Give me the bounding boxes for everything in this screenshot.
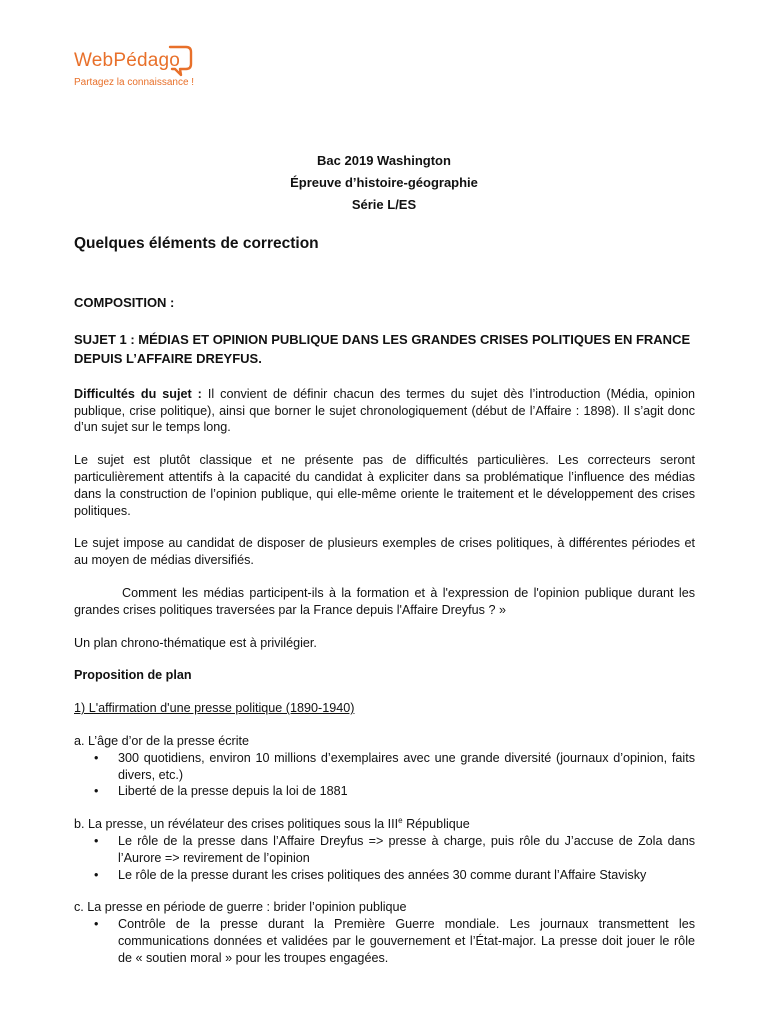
plan-note: Un plan chrono-thématique est à privilégier. bbox=[74, 635, 317, 650]
section-c-title: c. La presse en période de guerre : brider l’opinion publique bbox=[74, 900, 407, 915]
section-b-title-end: République bbox=[402, 817, 470, 832]
speech-bubble-icon bbox=[164, 44, 194, 78]
header-exam: Bac 2019 Washington bbox=[317, 153, 451, 168]
list-item: • Liberté de la presse depuis la loi de 1881 bbox=[118, 783, 695, 800]
list-item: • 300 quotidiens, environ 10 millions d’exemplaires avec une grande diversité (journaux d’opinion, faits divers, etc.) bbox=[118, 750, 695, 784]
logo-tagline: Partagez la connaissance ! bbox=[74, 77, 195, 88]
composition-label: COMPOSITION : bbox=[74, 294, 175, 310]
difficultes-text: Il convient de définir chacun des termes du sujet dès l’introduction (Média, opinion publique, crise politique), ainsi que borner le sujet chronologiquement (début de l’Affaire : 1898). Il s’agit donc d’un sujet sur le temps long. bbox=[74, 386, 695, 435]
difficultes-label: Difficultés du sujet : bbox=[74, 386, 202, 401]
section-a-title: a. L’âge d’or de la presse écrite bbox=[74, 733, 250, 748]
section-c-list bbox=[74, 916, 695, 966]
section-b-title bbox=[74, 816, 695, 833]
part1-heading: 1) L'affirmation d'une presse politique (1890-1940) bbox=[74, 701, 355, 716]
logo-name: WebPédago bbox=[74, 50, 181, 71]
document-body bbox=[74, 236, 695, 967]
paragraph-impose: Le sujet impose au candidat de disposer de plusieurs exemples de crises politiques, à différentes périodes et au moyen de médias diversifiés. bbox=[74, 536, 695, 568]
difficultes-paragraph bbox=[74, 386, 695, 436]
list-item: • Le rôle de la presse durant les crises politiques des années 30 comme durant l’Affaire Stavisky bbox=[118, 867, 695, 884]
list-item: • Contrôle de la presse durant la Première Guerre mondiale. Les journaux transmettent les communications données et validées par le gouvernement et l’État-major. La presse doit jouer le rôle de « soutien moral » pour les troupes engagées. bbox=[118, 916, 695, 966]
paragraph-classique: Le sujet est plutôt classique et ne présente pas de difficultés particulières. Les correcteurs seront particulièrement attentifs à la capacité du candidat à expliciter dans sa problématique l’influence des médias dans la construction de l’opinion publique, qui elle-même oriente le traitement et le développement des crises politiques. bbox=[74, 453, 695, 518]
proposition-heading: Proposition de plan bbox=[74, 668, 192, 683]
section-b-title-sup: e bbox=[398, 815, 403, 825]
header-subject: Épreuve d’histoire-géographie bbox=[290, 175, 478, 190]
webpedago-logo[interactable] bbox=[74, 44, 204, 90]
section-b-title-text: b. La presse, un révélateur des crises politiques sous la III bbox=[74, 817, 399, 832]
section-a-list bbox=[74, 750, 695, 800]
document-header bbox=[0, 150, 768, 216]
header-series: Série L/ES bbox=[351, 197, 417, 212]
problematique: Comment les médias participent-ils à la formation et à l'expression de l'opinion publique durant les grandes crises politiques traversées par la France depuis l'Affaire Dreyfus ? » bbox=[74, 585, 695, 617]
section-b-list bbox=[74, 833, 695, 883]
list-item: • Le rôle de la presse dans l’Affaire Dreyfus => presse à charge, puis rôle du J’accuse de Zola dans l’Aurore => revirement de l’opinion bbox=[118, 833, 695, 867]
correction-title: Quelques éléments de correction bbox=[74, 235, 319, 252]
sujet-heading: SUJET 1 : MÉDIAS ET OPINION PUBLIQUE DANS LES GRANDES CRISES POLITIQUES EN FRANCE DEPUIS L’AFFAIRE DREYFUS. bbox=[74, 331, 691, 366]
